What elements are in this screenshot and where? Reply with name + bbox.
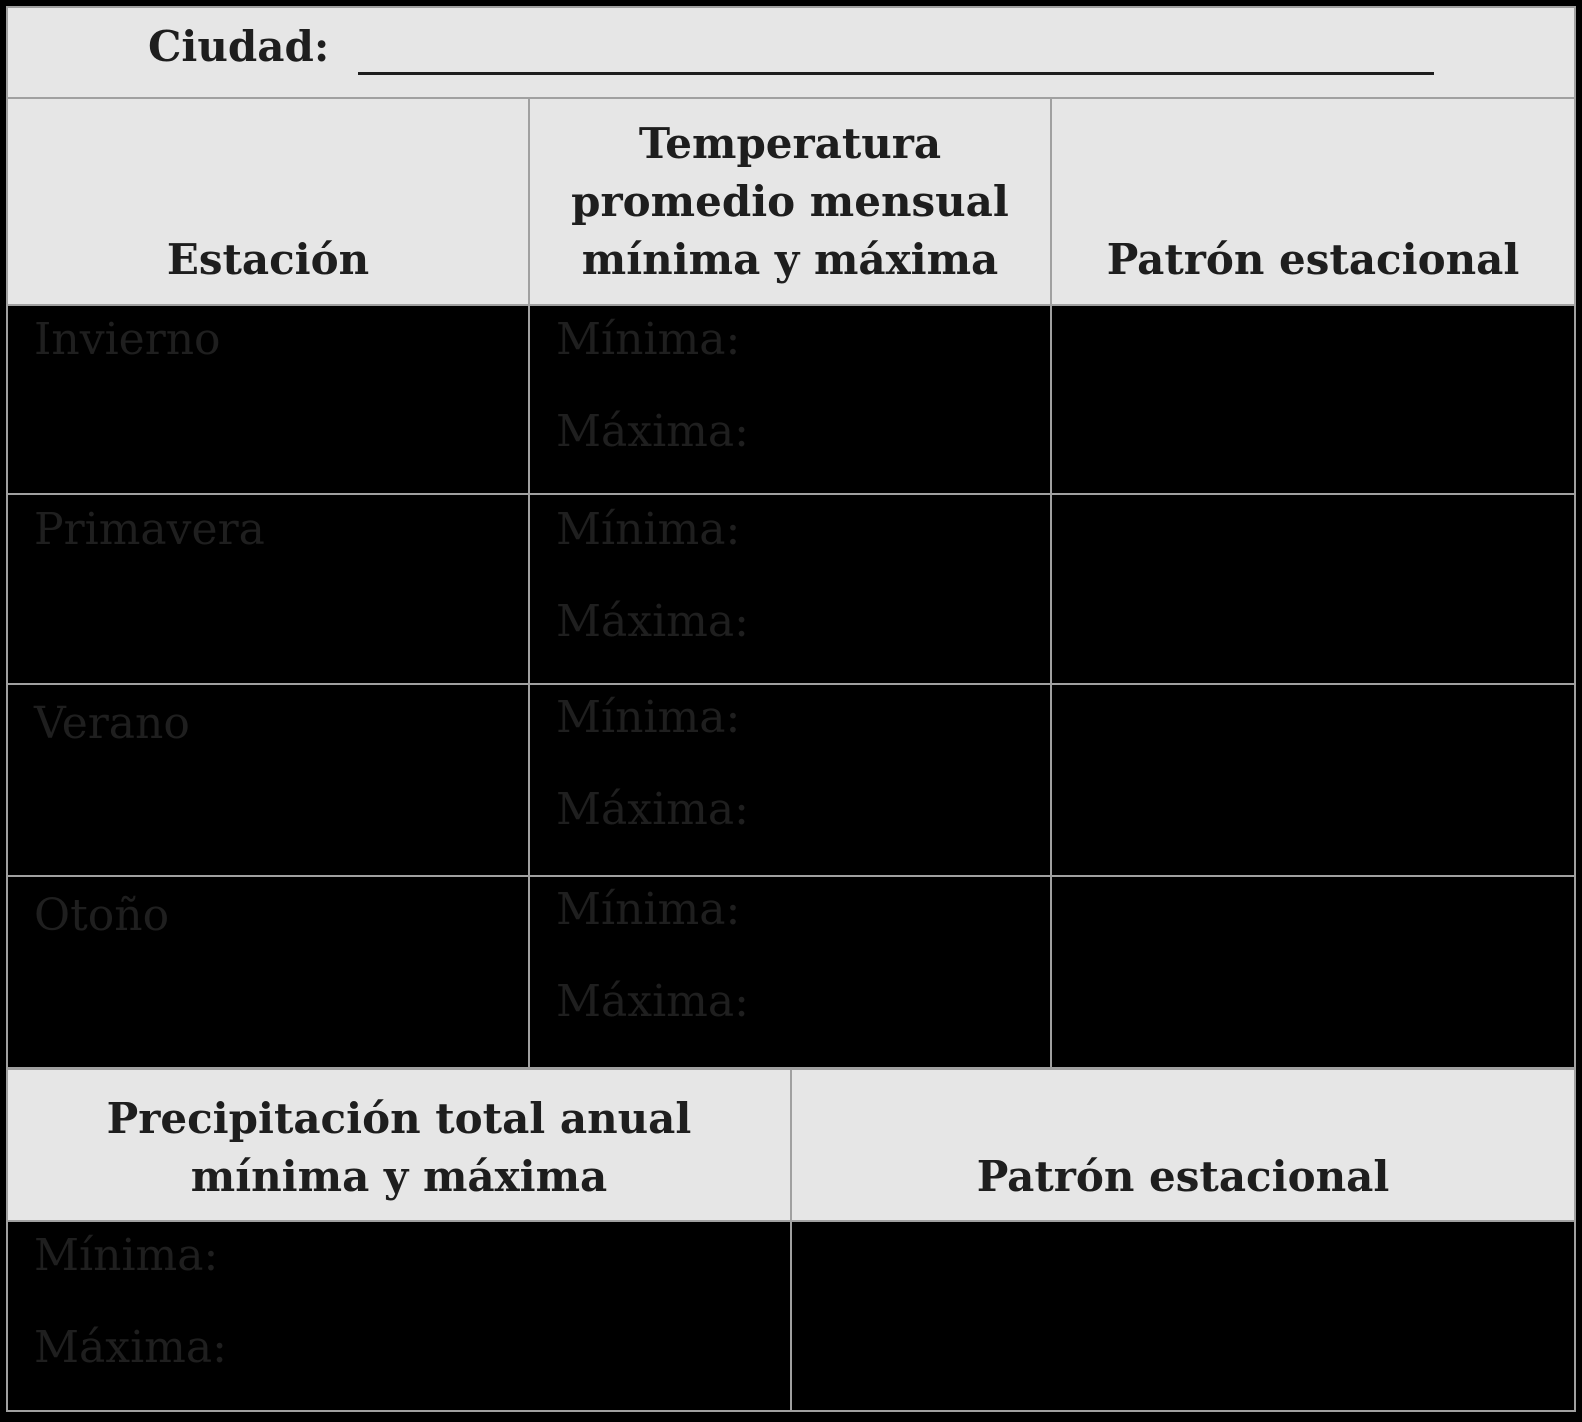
season-name-summer: Verano xyxy=(34,698,190,749)
autumn-max-label[interactable]: Máxima: xyxy=(556,976,749,1027)
summer-max-label[interactable]: Máxima: xyxy=(556,784,749,835)
winter-max-label[interactable]: Máxima: xyxy=(556,406,749,457)
precip-min-label[interactable]: Mínima: xyxy=(34,1230,219,1281)
grid-line xyxy=(6,6,8,1412)
grid-line xyxy=(6,6,1576,8)
grid-line xyxy=(790,1068,792,1412)
precip-max-label[interactable]: Máxima: xyxy=(34,1322,227,1373)
column-header-seasonal-pattern: Patrón estacional xyxy=(1106,235,1520,284)
winter-pattern-cell[interactable] xyxy=(1054,308,1572,492)
spring-max-label[interactable]: Máxima: xyxy=(556,596,749,647)
city-label: Ciudad: xyxy=(148,22,330,71)
precip-pattern-cell[interactable] xyxy=(792,1224,1572,1410)
column-header-temperature: Temperatura promedio mensual mínima y máxima xyxy=(571,119,1009,284)
autumn-pattern-cell[interactable] xyxy=(1054,878,1572,1066)
grid-line xyxy=(6,683,1576,685)
grid-line xyxy=(6,493,1576,495)
season-name-spring: Primavera xyxy=(34,504,265,555)
winter-min-label[interactable]: Mínima: xyxy=(556,314,741,365)
city-blank-line[interactable] xyxy=(358,72,1434,75)
grid-line xyxy=(1050,97,1052,1069)
column-header-precipitation: Precipitación total anual mínima y máxima xyxy=(106,1094,692,1201)
column-header-precip-pattern: Patrón estacional xyxy=(976,1152,1390,1201)
grid-line xyxy=(6,97,1576,99)
summer-pattern-cell[interactable] xyxy=(1054,686,1572,874)
summer-min-label[interactable]: Mínima: xyxy=(556,692,741,743)
grid-line xyxy=(1574,6,1576,1412)
season-name-winter: Invierno xyxy=(34,314,221,365)
grid-line xyxy=(528,97,530,1069)
autumn-min-label[interactable]: Mínima: xyxy=(556,884,741,935)
spring-min-label[interactable]: Mínima: xyxy=(556,504,741,555)
grid-line xyxy=(6,304,1576,306)
grid-line xyxy=(6,875,1576,877)
season-name-autumn: Otoño xyxy=(34,890,170,941)
spring-pattern-cell[interactable] xyxy=(1054,496,1572,682)
column-header-season: Estación xyxy=(166,235,370,284)
